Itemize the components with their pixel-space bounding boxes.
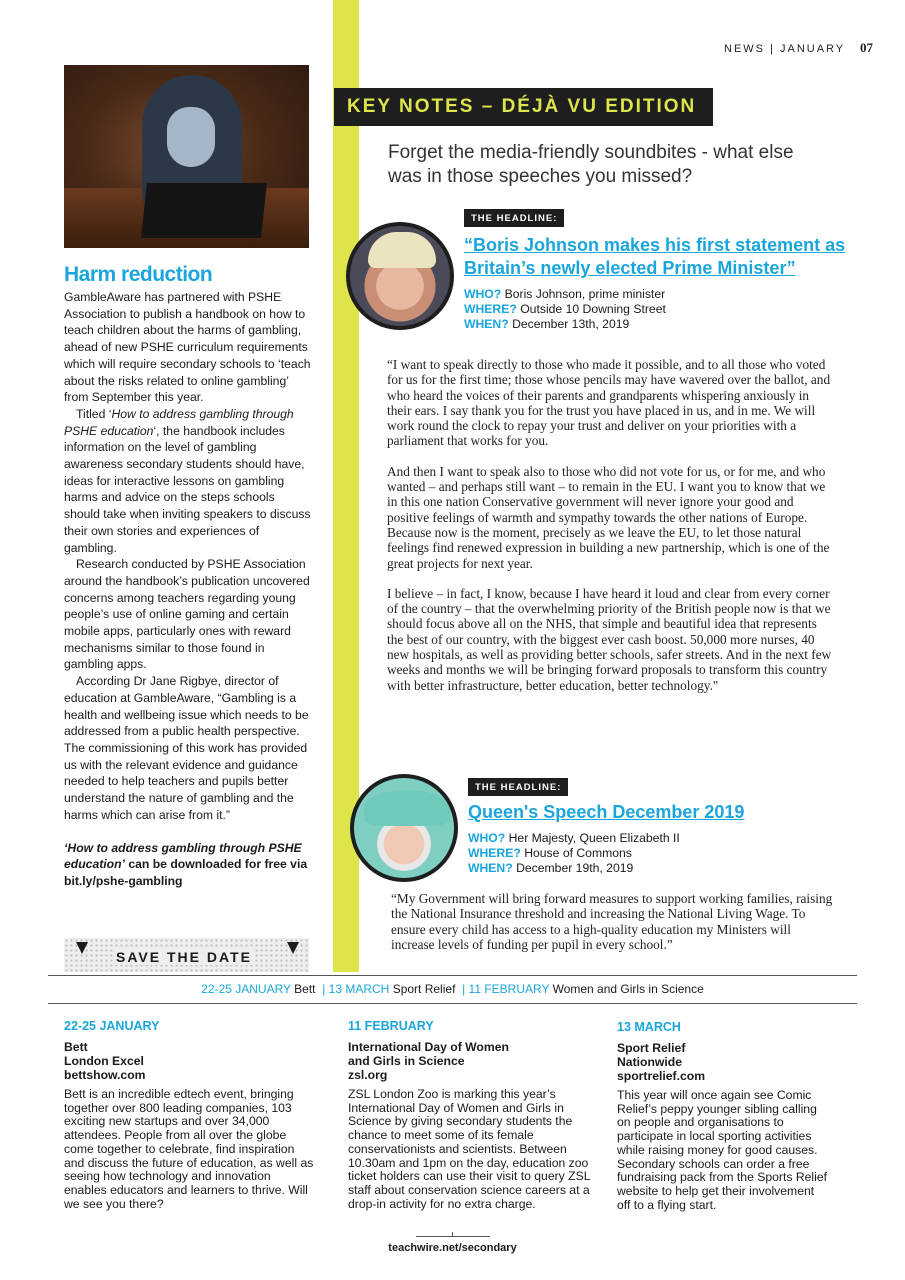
event-sport-relief (617, 1020, 827, 1212)
event-site-link[interactable]: zsl.org (348, 1068, 388, 1082)
strip-date: 13 MARCH (328, 982, 390, 996)
queen-portrait (350, 774, 458, 882)
event-name: International Day of Women and Girls in Science (348, 1040, 509, 1068)
article-body (64, 289, 312, 890)
when-value: December 19th, 2019 (516, 861, 634, 875)
download-link[interactable]: can be downloaded for free via bit.ly/pshe-gambling (64, 857, 308, 888)
event-date: 11 FEBRUARY (348, 1019, 434, 1033)
event-description: ZSL London Zoo is marking this year’s International Day of Women and Girls in Science by giving secondary students the chance to meet some of its female conservationists and scientists. Between 10.30am and 1pm on the day, education zoo ticket holders can use their visit to query ZSL staff about conservation science careers at a drop-in activity for no extra charge. (348, 1087, 591, 1211)
handbook-title: How to address gambling through PSHE education (64, 406, 294, 438)
who-value: Boris Johnson, prime minister (504, 287, 666, 301)
footer-rule (416, 1236, 490, 1237)
article-paragraph (64, 406, 312, 556)
page-header (724, 40, 873, 56)
who-label: WHO? (468, 831, 506, 845)
page-number: 07 (860, 40, 873, 55)
event-date: 13 MARCH (617, 1020, 681, 1034)
titled-prefix: Titled ‘ (76, 406, 112, 421)
when-label: WHEN? (464, 317, 509, 331)
where-value: Outside 10 Downing Street (520, 302, 666, 316)
strip-separator: | (322, 982, 326, 996)
save-the-date-banner (64, 938, 309, 972)
download-note (64, 840, 312, 890)
where-value: House of Commons (524, 846, 632, 860)
speech-paragraph: “My Government will bring forward measures to support working families, raising the National Insurance threshold and increasing the National Living Wage. To ensure every child has access to a high-quality education my Ministers will increase levels of funding per pupil in every school.” (391, 891, 833, 952)
speech-paragraph: I believe – in fact, I know, because I have heard it loud and clear from every corner of the country – that the overwhelming priority of the British people now is that we should focus above all on the NHS, that simple and beautiful idea that represents the best of our country, with the biggest ever cash boost. 50,000 more nurses, 40 new hospitals, as well as providing better schools, safer streets. And in the next few weeks and months we will be bringing forward proposals to transform this country with better infrastructure, better education, better technology." (387, 585, 832, 693)
key-notes-banner (334, 88, 713, 126)
article-paragraph-rest: ‘, the handbook includes information on the level of gambling awareness secondary students should have, ideas for interactive lessons on gambling harms and advice on the steps schools should take when inviting speakers to discuss their own stories and experiences of gambling. (64, 423, 311, 555)
date-strip (48, 982, 857, 996)
event-place: London Excel (64, 1054, 144, 1068)
event-place: Nationwide (617, 1055, 683, 1069)
strip-event: Bett (294, 982, 316, 996)
article-paragraph: GambleAware has partnered with PSHE Association to publish a handbook on how to teach children about the harms of gambling, ahead of new PSHE curriculum requirements which will require secondary schools to ‘teach about the risks related to online gambling’ from September this year. (64, 290, 311, 405)
event-name: Sport Relief (617, 1041, 686, 1055)
key-notes-title: KEY NOTES – DÉJÀ VU EDITION (347, 96, 697, 117)
when-value: December 13th, 2019 (512, 317, 630, 331)
speech-2-meta (468, 831, 848, 876)
footer-tick (452, 1232, 453, 1237)
photo-face (167, 107, 215, 167)
event-date: 22-25 JANUARY (64, 1019, 160, 1033)
article-paragraph: Research conducted by PSHE Association around the handbook’s publication uncovered concerns among teachers regarding young people’s use of online gaming and certain mobile apps, particularly ones with reward mechanisms similar to those found in gambling apps. (64, 557, 310, 672)
strip-separator: | (462, 982, 466, 996)
strip-event: Sport Relief (392, 982, 456, 996)
who-label: WHO? (464, 287, 502, 301)
when-label: WHEN? (468, 861, 513, 875)
article-paragraph: According Dr Jane Rigbye, director of education at GambleAware, “Gambling is a health and wellbeing issue which needs to be addressed from a public health perspective. The commissioning of this work has provided us with the relevant evidence and guidance needed to help teachers and pupils better understand the nature of gambling and the harms which can arise from it.” (64, 674, 309, 822)
headline-2[interactable]: Queen's Speech December 2019 (468, 802, 745, 822)
triangle-down-icon (76, 942, 88, 954)
strip-date: 22-25 JANUARY (201, 982, 291, 996)
headline-tag: THE HEADLINE: (468, 778, 568, 796)
speech-paragraph: “I want to speak directly to those who made it possible, and to all those who voted for us for the first time; those whose pencils may have wavered over the ballot, and who heard the voices of their parents and grandparents whispering anxiously in their ears. I say thank you for the trust you have placed in us, and in me. We will work round the clock to repay your trust and deliver on your priorities with a parliament that works for you. (387, 357, 831, 449)
save-the-date-label: SAVE THE DATE (116, 949, 252, 965)
speech-paragraph: And then I want to speak also to those who did not vote for us, or for me, and who wanted – and perhaps still want – to remain in the EU. I want you to know that we in this one nation Conservative government will never ignore your good and positive feelings of warmth and sympathy towards the other nations of Europe. Because now is the moment, precisely as we leave the EU, to let those natural feelings find renewed expression in building a new partnership, which is one of the great projects for next year. (387, 463, 830, 571)
divider (48, 975, 857, 976)
where-label: WHERE? (464, 302, 517, 316)
section-label: NEWS | JANUARY (724, 43, 845, 55)
headline-tag: THE HEADLINE: (464, 209, 564, 227)
event-site-link[interactable]: bettshow.com (64, 1068, 146, 1082)
event-name: Bett (64, 1040, 88, 1054)
key-notes-subtitle: Forget the media-friendly soundbites - what else was in those speeches you missed? (388, 142, 794, 187)
boris-johnson-portrait (346, 222, 454, 330)
speech-1-meta (464, 287, 864, 332)
event-description: This year will once again see Comic Relief’s peppy younger sibling calling on people and organisations to participate in local sporting activities while raising money for good causes. Secondary schools can order a free fundraising pack from the Sports Relief website to help get their involvement off to a flying start. (617, 1088, 827, 1212)
speech-2-text (391, 891, 833, 967)
event-site-link[interactable]: sportrelief.com (617, 1069, 706, 1083)
divider (48, 1003, 857, 1004)
portrait-hair (368, 232, 436, 268)
strip-event: Women and Girls in Science (552, 982, 704, 996)
footer-url[interactable]: teachwire.net/secondary (388, 1242, 517, 1254)
who-value: Her Majesty, Queen Elizabeth II (508, 831, 680, 845)
hooded-student-photo (64, 65, 309, 248)
triangle-down-icon (287, 942, 299, 954)
speech-1-text (387, 357, 832, 708)
headline-1[interactable]: “Boris Johnson makes his first statement as Britain’s newly elected Prime Minister” (464, 235, 846, 278)
download-title: ‘How to address gambling through PSHE education’ (64, 840, 302, 872)
strip-date: 11 FEBRUARY (468, 982, 550, 996)
where-label: WHERE? (468, 846, 521, 860)
article-title: Harm reduction (64, 263, 213, 286)
event-women-in-science (348, 1019, 593, 1211)
event-bett (64, 1019, 316, 1211)
portrait-hat (364, 790, 450, 826)
laptop-icon (141, 183, 267, 238)
event-description: Bett is an incredible edtech event, bringing together over 800 leading companies, 103 exciting new startups and over 34,000 attendees. People from all over the globe come together to celebrate, find inspiration and discuss the future of education, as well as seeing how technology and innovation enables educators and learners to thrive. Will we see you there? (64, 1087, 314, 1211)
